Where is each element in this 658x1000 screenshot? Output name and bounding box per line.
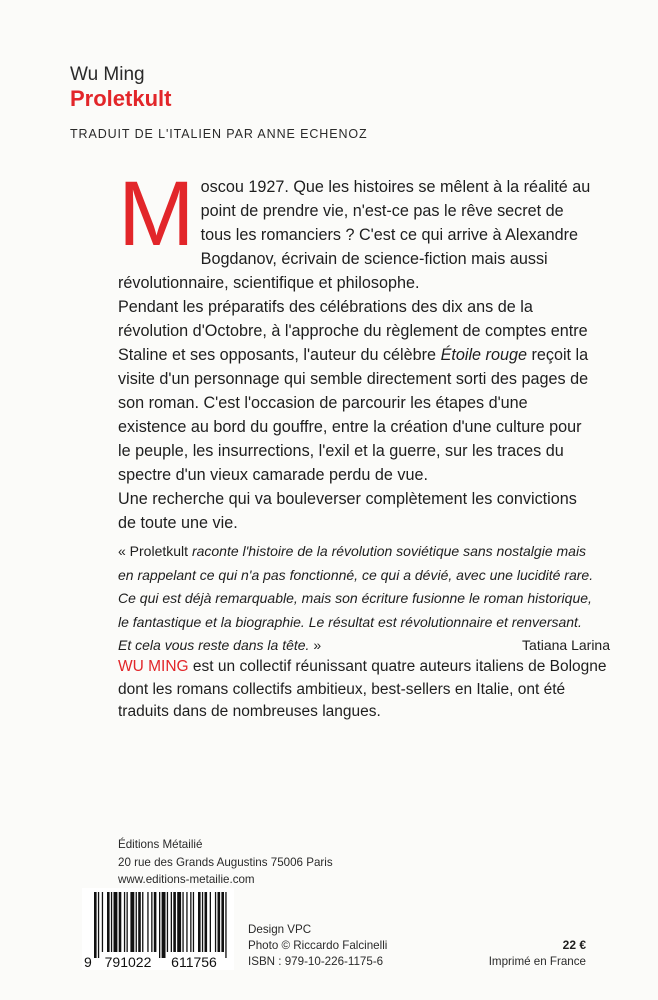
synopsis-text: Pendant les préparatifs des célébrations des dix ans de la révolution d'Octobre, à l'approche du règlement de comptes entre Staline et ses opposants, l'auteur du célèbre bbox=[118, 298, 588, 364]
author-bio bbox=[118, 656, 610, 724]
price: 22 € bbox=[562, 938, 586, 952]
printed-in: Imprimé en France bbox=[488, 955, 586, 968]
barcode-bar bbox=[119, 892, 122, 952]
synopsis-paragraph-3: Une recherche qui va bouleverser complètement les convictions de toute une vie. bbox=[118, 490, 577, 532]
barcode-bar bbox=[162, 892, 166, 958]
barcode-bar bbox=[111, 892, 112, 952]
quote-text: raconte l'histoire de la révolution soviétique sans nostalgie mais bbox=[191, 543, 587, 559]
publisher-url: www.editions-metailie.com bbox=[118, 873, 255, 886]
quote-open: « Proletkult bbox=[118, 543, 192, 559]
barcode-bar bbox=[159, 892, 160, 958]
photo-credit: Photo © Riccardo Falcinelli bbox=[248, 939, 388, 952]
barcode-bar bbox=[154, 892, 157, 952]
barcode-bar bbox=[225, 892, 226, 958]
isbn-barcode bbox=[82, 888, 234, 970]
barcode-bar bbox=[147, 892, 148, 952]
barcode-bar bbox=[94, 892, 97, 958]
synopsis-text: reçoit la visite d'un personnage qui semble directement sorti des pages de son roman. C'est l'occasion de parcourir les étapes d'une existence au bord du gouffre, entre la création d'une culture pour le peuple, les insurrections, l'exil et la guerre, sur les traces du spectre d'un vieux camarade perdu de vue. bbox=[118, 346, 589, 484]
barcode-bar bbox=[186, 892, 187, 952]
barcode-bar bbox=[215, 892, 216, 952]
quote-text: en rappelant ce qui n'a pas fonctionné, ce qui a dévié, avec une lucidité rare. bbox=[118, 566, 594, 583]
barcode-bar bbox=[182, 892, 183, 952]
barcode-bar bbox=[124, 892, 125, 952]
barcode-bar bbox=[151, 892, 152, 952]
quote-text: le fantastique et la biographie. Le résultat est révolutionnaire et renversant. bbox=[118, 613, 582, 630]
quote-text: Et cela vous reste dans la tête. bbox=[118, 637, 310, 653]
barcode-bars bbox=[94, 892, 227, 958]
barcode-bar bbox=[210, 892, 211, 952]
barcode-bar bbox=[198, 892, 201, 952]
quote-text: Ce qui est déjà remarquable, mais son écriture fusionne le roman historique, bbox=[118, 590, 592, 606]
barcode-digits-left: 791022 bbox=[104, 954, 152, 970]
translator-credit: TRADUIT DE L'ITALIEN PAR ANNE ECHENOZ bbox=[70, 127, 368, 141]
barcode-bar bbox=[167, 892, 168, 952]
barcode-bar bbox=[190, 892, 191, 952]
barcode-bar bbox=[202, 892, 203, 952]
synopsis-paragraph-1: oscou 1927. Que les histoires se mêlent à la réalité au point de prendre vie, n'est-ce pas le rêve secret de tous les romanciers ? C'est ce qui arrive à Alexandre Bogdanov, écrivain de science-fiction mais aussi révolutionnaire, scientifique et philosophe. bbox=[118, 178, 591, 292]
book-title: Proletkult bbox=[70, 86, 172, 111]
barcode-bar bbox=[193, 892, 194, 952]
barcode-bar bbox=[205, 892, 208, 952]
publisher-address: 20 rue des Grands Augustins 75006 Paris bbox=[118, 855, 333, 869]
drop-cap: M bbox=[118, 163, 195, 265]
barcode-bar bbox=[171, 892, 172, 952]
barcode-bar bbox=[218, 892, 221, 952]
barcode-digits-right: 611756 bbox=[171, 954, 217, 970]
publisher-name: Éditions Métailié bbox=[118, 838, 203, 851]
quote-close: » bbox=[309, 637, 322, 653]
design-credit: Design VPC bbox=[248, 923, 312, 936]
publisher-info bbox=[118, 836, 333, 889]
synopsis bbox=[118, 163, 592, 535]
isbn-number: ISBN : 979-10-226-1175-6 bbox=[248, 955, 384, 968]
bio-text: est un collectif réunissant quatre auteurs italiens de Bologne dont les romans collectifs ambitieux, best-sellers en Italie, ont été traduits dans de nombreuses langues. bbox=[118, 658, 607, 720]
barcode-digit-lead: 9 bbox=[84, 954, 92, 970]
barcode-bar bbox=[173, 892, 176, 952]
book-reference: Étoile rouge bbox=[440, 346, 527, 364]
author-name: Wu Ming bbox=[70, 64, 145, 85]
barcode-bar bbox=[98, 892, 99, 958]
quote-attribution: Tatiana Larina bbox=[522, 637, 610, 653]
credits bbox=[248, 922, 387, 970]
barcode-bar bbox=[221, 892, 224, 952]
barcode-bar bbox=[107, 892, 110, 952]
review-quote bbox=[118, 540, 610, 658]
barcode-bar bbox=[114, 892, 118, 952]
barcode-bar bbox=[102, 892, 103, 952]
barcode-bar bbox=[130, 892, 134, 952]
barcode-bar bbox=[142, 892, 143, 952]
barcode-bar bbox=[136, 892, 137, 952]
collective-name: WU MING bbox=[118, 658, 189, 675]
barcode-bar bbox=[127, 892, 128, 952]
synopsis-paragraph-2 bbox=[118, 295, 592, 487]
barcode-bar bbox=[177, 892, 181, 952]
barcode-bar bbox=[138, 892, 141, 952]
